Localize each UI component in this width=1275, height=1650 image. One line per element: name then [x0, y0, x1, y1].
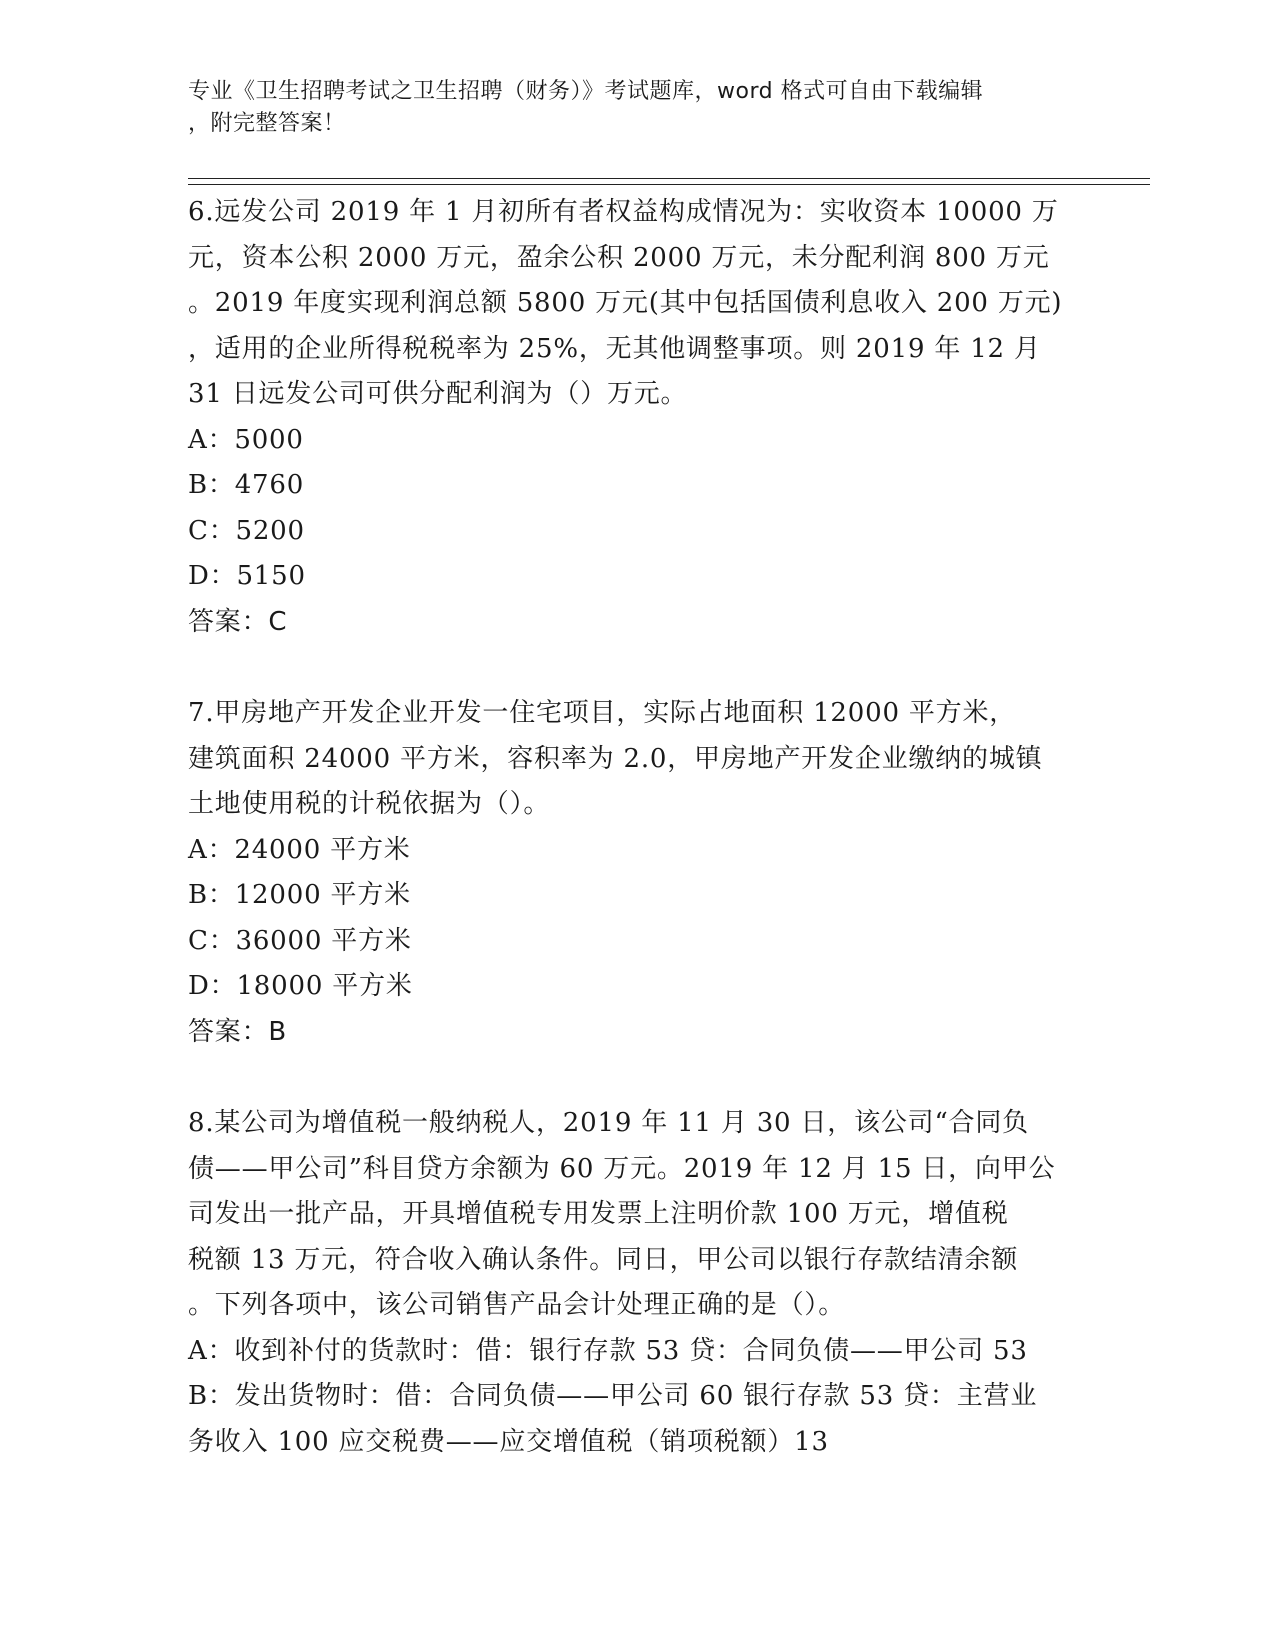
- question-stem: [188, 691, 1078, 828]
- header-line-1: 专业《卫生招聘考试之卫生招聘（财务）》考试题库，word 格式可自由下载编辑: [188, 79, 984, 104]
- question-spacer: [188, 1055, 1078, 1101]
- question-7: [188, 691, 1078, 1055]
- stem-line: 司发出一批产品，开具增值税专用发票上注明价款 100 万元，增值税: [188, 1199, 1009, 1229]
- option-b: B：12000 平方米: [188, 880, 411, 910]
- stem-line: ，适用的企业所得税税率为 25%，无其他调整事项。则 2019 年 12 月: [188, 333, 1041, 364]
- option-a: A：收到补付的货款时：借：银行存款 53 贷：合同负债——甲公司 53: [188, 1335, 1028, 1366]
- header-line-2: ，附完整答案！: [188, 111, 346, 136]
- stem-line: 6.远发公司 2019 年 1 月初所有者权益构成情况为：实收资本 10000 万: [188, 197, 1059, 227]
- header-divider-bottom: [188, 184, 1150, 185]
- option-b: B：4760: [188, 470, 305, 500]
- stem-line: 元，资本公积 2000 万元，盈余公积 2000 万元，未分配利润 800 万元: [188, 242, 1050, 273]
- stem-line: 31 日远发公司可供分配利润为（）万元。: [188, 379, 688, 409]
- page-header: [188, 76, 1088, 140]
- question-stem: [188, 190, 1078, 418]
- option-a: A：24000 平方米: [188, 834, 411, 865]
- stem-line: 债——甲公司”科目贷方余额为 60 万元。2019 年 12 月 15 日，向甲公: [188, 1153, 1056, 1184]
- option-c: C：36000 平方米: [188, 925, 412, 956]
- option-c: C：5200: [188, 515, 305, 546]
- stem-line: 税额 13 万元，符合收入确认条件。同日，甲公司以银行存款结清余额: [188, 1244, 1019, 1275]
- option-b-continued: 务收入 100 应交税费——应交增值税（销项税额）13: [188, 1426, 829, 1457]
- stem-line: 建筑面积 24000 平方米，容积率为 2.0，甲房地产开发企业缴纳的城镇: [188, 743, 1043, 774]
- question-stem: [188, 1101, 1078, 1329]
- stem-line: 土地使用税的计税依据为（）。: [188, 789, 551, 819]
- question-6: [188, 190, 1078, 645]
- stem-line: 8.某公司为增值税一般纳税人，2019 年 11 月 30 日，该公司“合同负: [188, 1108, 1029, 1138]
- stem-line: 。2019 年度实现利润总额 5800 万元(其中包括国债利息收入 200 万元): [188, 288, 1063, 318]
- question-list: [188, 190, 1078, 1465]
- header-divider-top: [188, 178, 1150, 179]
- stem-line: 7.甲房地产开发企业开发一住宅项目，实际占地面积 12000 平方米，: [188, 698, 1017, 728]
- stem-line: 。下列各项中，该公司销售产品会计处理正确的是（）。: [188, 1290, 846, 1320]
- question-spacer: [188, 645, 1078, 691]
- option-d: D：5150: [188, 561, 306, 591]
- option-a: A：5000: [188, 424, 304, 455]
- answer-line: 答案：B: [188, 1016, 288, 1047]
- question-8: [188, 1101, 1078, 1465]
- option-b: B：发出货物时：借：合同负债——甲公司 60 银行存款 53 贷：主营业: [188, 1381, 1038, 1411]
- option-d: D：18000 平方米: [188, 971, 413, 1001]
- answer-line: 答案：C: [188, 606, 288, 637]
